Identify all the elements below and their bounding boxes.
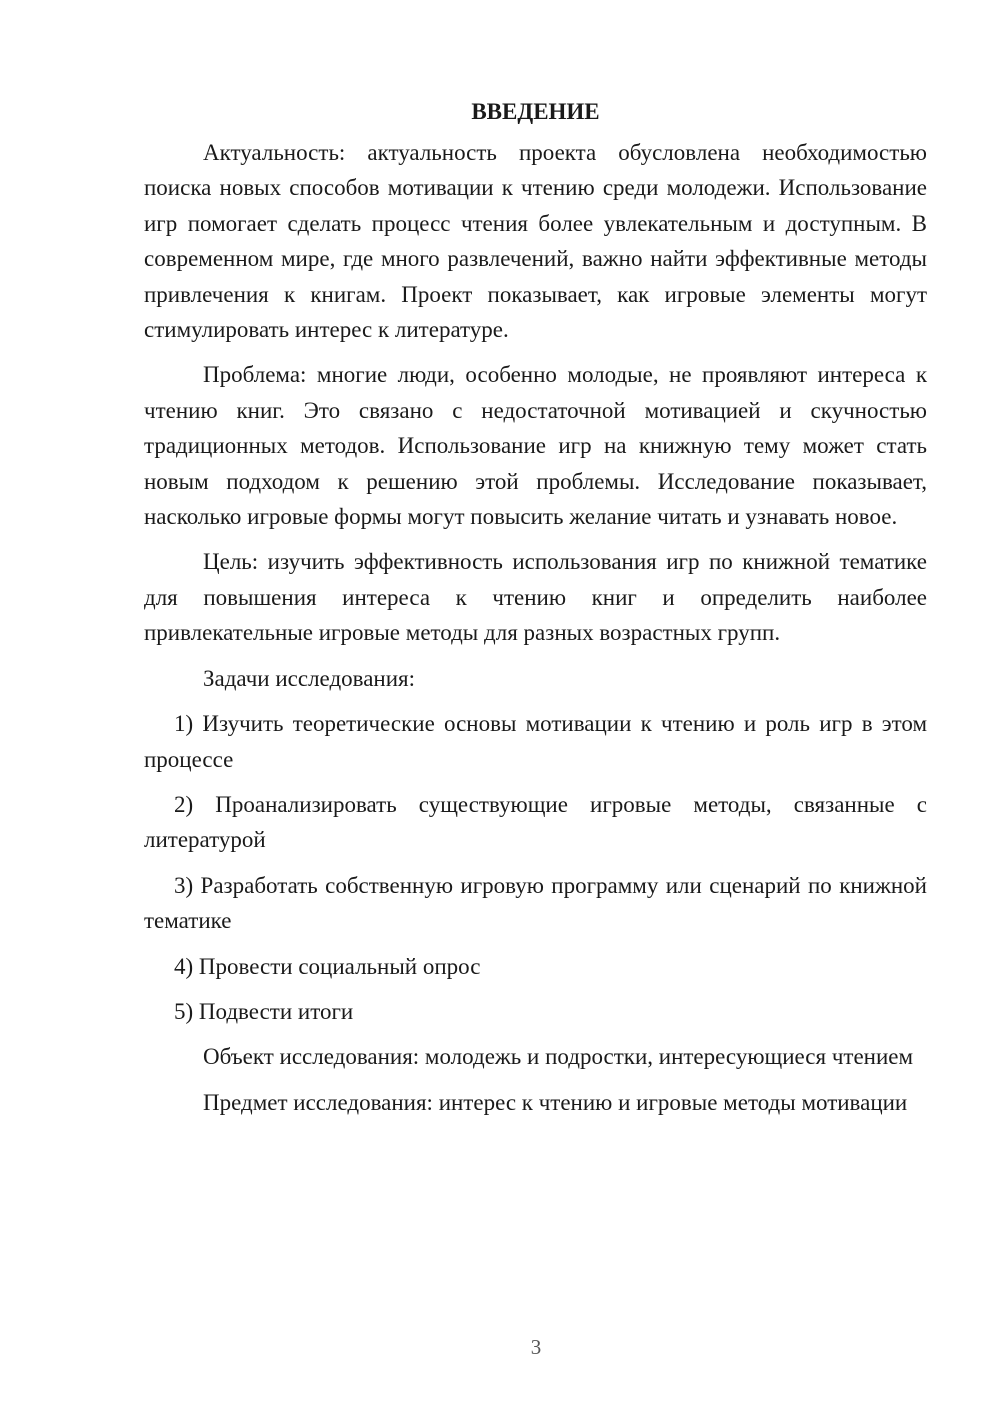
paragraph-goal: Цель: изучить эффективность использования игр по книжной тематике для повышения интереса к чтению книг и определить наиболее привлекательные игровые методы для разных возрастных групп. [144, 549, 927, 646]
page-number: 3 [530, 1335, 542, 1359]
paragraph-object: Объект исследования: молодежь и подростки, интересующиеся чтением [203, 1044, 914, 1070]
paragraph-subject: Предмет исследования: интерес к чтению и игровые методы мотивации [203, 1089, 908, 1115]
page-content [144, 94, 927, 1130]
task-item-5: 5) Подвести итоги [174, 998, 354, 1024]
task-item-1: 1) Изучить теоретические основы мотивации к чтению и роль игр в этом процессе [144, 711, 927, 772]
task-item-3: 3) Разработать собственную игровую программу или сценарий по книжной тематике [144, 872, 927, 934]
page-title: ВВЕДЕНИЕ [471, 99, 600, 124]
task-item-4: 4) Провести социальный опрос [174, 953, 481, 979]
paragraph-problem: Проблема: многие люди, особенно молодые, не проявляют интереса к чтению книг. Это связано с недостаточной мотивацией и скучностью традиционных методов. Использование игр на книжную тему может стать новым подходом к решению этой проблемы. Исследование показывает, насколько игровые формы могут повысить желание читать и узнавать новое. [144, 362, 927, 530]
task-item-2: 2) Проанализировать существующие игровые методы, связанные с литературой [144, 791, 927, 853]
paragraph-relevance: Актуальность: актуальность проекта обусловлена необходимостью поиска новых способов мотивации к чтению среди молодежи. Использование игр помогает сделать процесс чтения более увлекательным и доступным. В современном мире, где много развлечений, важно найти эффективные методы привлечения к книгам. Проект показывает, как игровые элементы могут стимулировать интерес к литературе. [144, 140, 927, 343]
tasks-heading: Задачи исследования: [203, 665, 416, 691]
